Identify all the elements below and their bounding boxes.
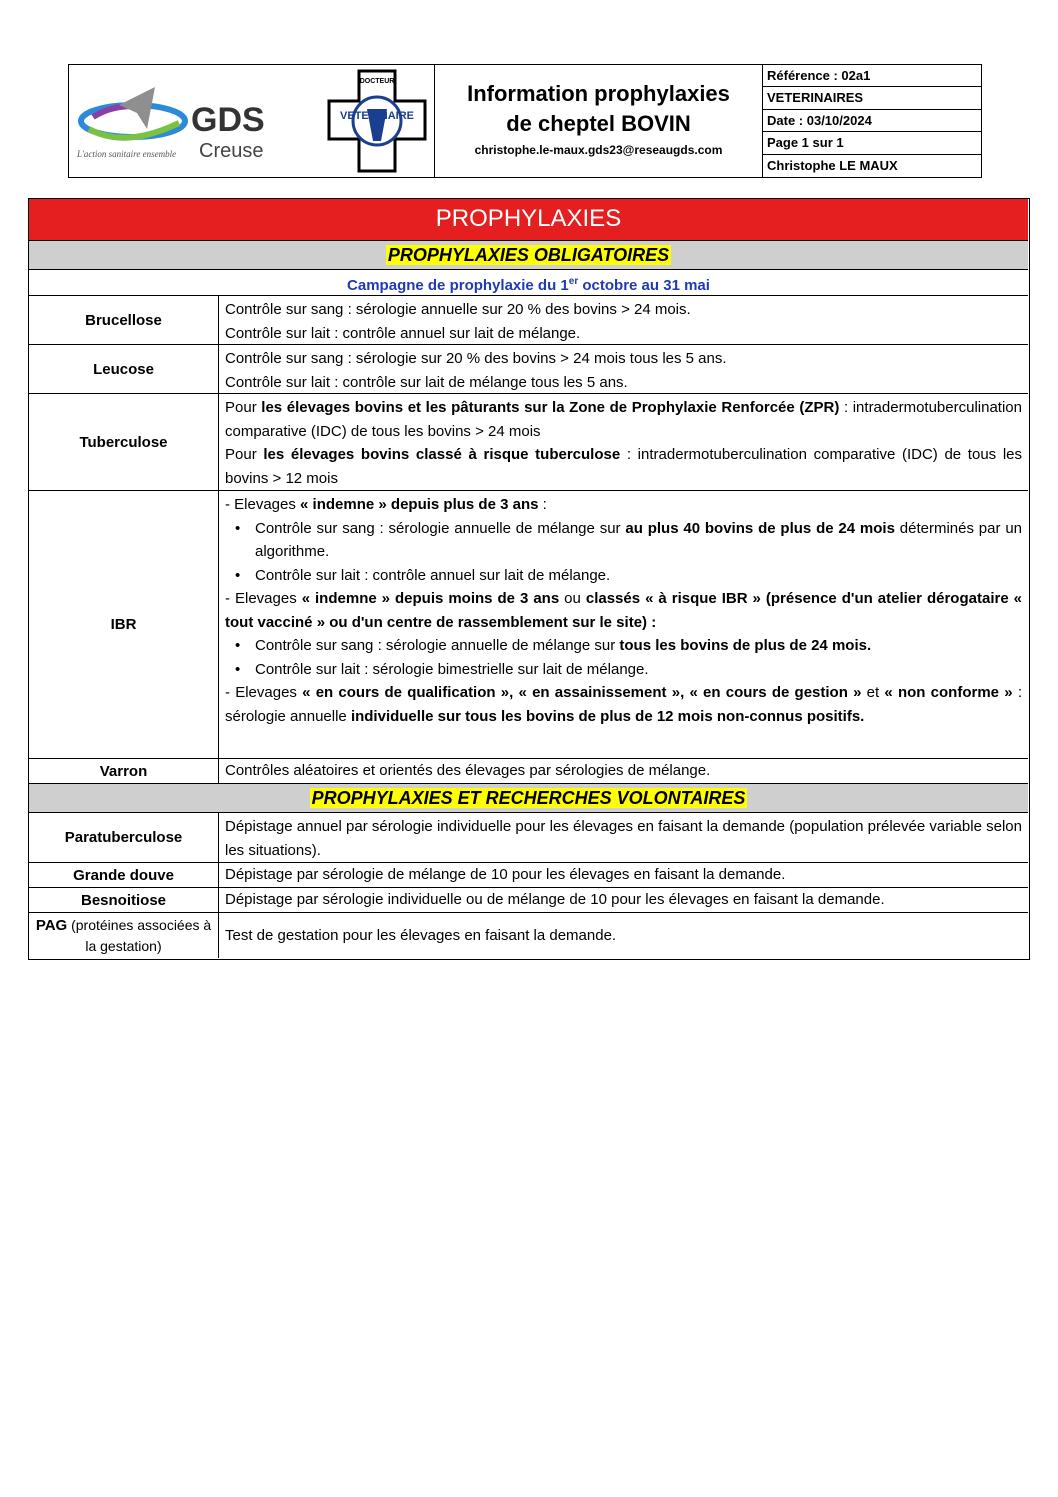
meta-page: Page 1 sur 1 [763,132,981,154]
row-label-brucellose: Brucellose [29,296,219,344]
ibr-bullet-3: • Contrôle sur sang : sérologie annuelle de mélange sur tous les bovins de plus de 24 mois. [235,637,872,654]
row-label-besnoitiose: Besnoitiose [29,888,219,912]
campaign-text-b: octobre au 31 mai [578,277,710,294]
table-row [29,888,1028,913]
logo-tagline: L'action sanitaire ensemble [77,149,177,159]
ibr-bullet-4: • Contrôle sur lait : sérologie bimestrielle sur lait de mélange. [235,660,649,678]
row-label-varron: Varron [29,759,219,783]
meta-audience: VETERINAIRES [763,87,981,109]
table-row [29,759,1028,784]
ibr-para-c: - Elevages « indemne » depuis moins de 3 ans ou classés « à risque IBR » (présence d'un atelier dérogataire « tout vacciné » ou d'un centre de rassemblement sur le site) : [225,590,1022,631]
row-content-varron: Contrôles aléatoires et orientés des élevages par sérologies de mélange. [225,762,711,779]
table-row [29,913,1028,958]
tuberculose-para1: Pour les élevages bovins et les pâturants sur la Zone de Prophylaxie Renforcée (ZPR) : intradermotuberculination comparative (IDC) de tous les bovins > 24 mois [225,399,1022,440]
document-header [68,64,982,178]
leucose-line2: Contrôle sur lait : contrôle sur lait de mélange tous les 5 ans. [225,373,628,391]
table-title [29,199,1028,241]
meta-date: Date : 03/10/2024 [763,110,981,132]
doc-title-line2: de cheptel BOVIN [506,111,691,136]
table-row [29,863,1028,888]
title-cell [435,65,763,177]
row-content-brucellose [219,296,1028,344]
table-row [29,345,1028,394]
table-row [29,813,1028,863]
row-content-besnoitiose: Dépistage par sérologie individuelle ou de mélange de 10 pour les élevages en faisant la demande. [225,891,885,908]
table-title-text: PROPHYLAXIES [435,205,622,232]
brucellose-line2: Contrôle sur lait : contrôle annuel sur lait de mélange. [225,324,581,342]
logo-region: Creuse [199,140,264,162]
pag-label: PAG [35,917,68,934]
table-row [29,296,1028,345]
ibr-bullet-1: • Contrôle sur sang : sérologie annuelle de mélange sur au plus 40 bovins de plus de 24 mois déterminés par un algorithme. [235,519,1022,560]
row-content-grande-douve: Dépistage par sérologie de mélange de 10 pour les élevages en faisant la demande. [225,866,786,883]
badge-top-text: DOCTEUR [359,78,395,85]
table-row [29,394,1028,491]
logo-cell [69,65,435,177]
row-content-ibr [219,491,1028,758]
ibr-para-e: - Elevages « en cours de qualification », « en assainissement », « en cours de gestion » et « non conforme » : sérologie annuelle individuelle sur tous les bovins de plus de 12 mois non-connus positifs. [225,684,1022,725]
ibr-para-a: - Elevages « indemne » depuis plus de 3 ans : [225,496,547,513]
row-label-grande-douve: Grande douve [29,863,219,887]
table-row [29,491,1028,759]
section-voluntary [29,784,1028,813]
doc-title-line1: Information prophylaxies [467,81,730,106]
row-label-tuberculose: Tuberculose [29,394,219,490]
ibr-bullet-2: • Contrôle sur lait : contrôle annuel sur lait de mélange. [235,566,611,584]
gds-logo-icon [75,79,305,163]
meta-author: Christophe LE MAUX [767,157,898,173]
row-content-leucose [219,345,1028,393]
tuberculose-para2: Pour les élevages bovins classé à risque tuberculose : intradermotuberculination comparative (IDC) de tous les bovins > 12 mois [225,446,1023,487]
campaign-row [29,270,1028,296]
row-label-ibr: IBR [29,491,219,758]
badge-main-text: VETERINAIRE [340,110,414,122]
campaign-text-a: Campagne de prophylaxie du 1 [347,277,569,294]
brucellose-line1: Contrôle sur sang : sérologie annuelle sur 20 % des bovins > 24 mois. [225,301,691,318]
contact-email: christophe.le-maux.gds23@reseaugds.com [474,143,723,157]
prophylaxies-table [28,198,1030,960]
meta-cell [763,65,981,177]
row-content-pag: Test de gestation pour les élevages en faisant la demande. [225,926,617,944]
campaign-sup: er [568,276,579,287]
logo-brand: GDS [191,101,265,139]
row-label-pag [29,913,219,958]
veterinary-cross-icon [327,69,427,173]
row-content-paratuberculose: Dépistage annuel par sérologie individuelle pour les élevages en faisant la demande (population prélevée variable selon les situations). [225,818,1022,859]
row-content-tuberculose [219,394,1028,490]
section-mandatory [29,241,1028,270]
row-label-leucose: Leucose [29,345,219,393]
leucose-line1: Contrôle sur sang : sérologie sur 20 % des bovins > 24 mois tous les 5 ans. [225,350,727,367]
section-mandatory-title: PROPHYLAXIES OBLIGATOIRES [387,245,670,265]
row-label-paratuberculose: Paratuberculose [29,813,219,862]
pag-label-detail: (protéines associées à la gestation) [67,917,212,954]
section-voluntary-title: PROPHYLAXIES ET RECHERCHES VOLONTAIRES [311,788,746,808]
meta-reference: Référence : 02a1 [763,65,981,87]
